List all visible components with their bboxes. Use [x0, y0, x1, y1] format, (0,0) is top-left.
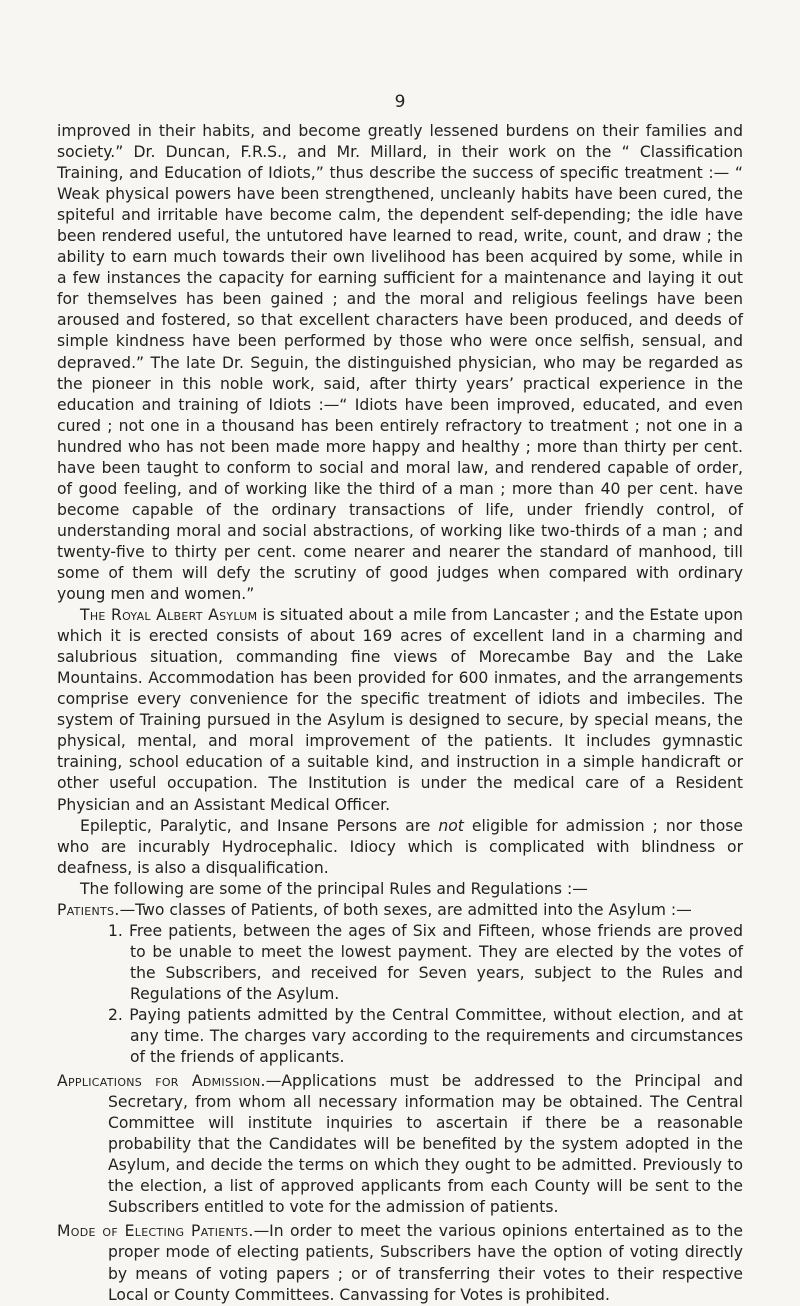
section-patients: Patients.—Two classes of Patients, of both sexes, are admitted into the Asylum :—: [57, 900, 692, 919]
patients-list: [57, 921, 743, 1068]
paragraph-rules-intro: The following are some of the principal Rules and Regulations :—: [80, 879, 588, 898]
section-applications: Applications for Admission.—Applications must be addressed to the Principal and Secretary, from whom all necessary information may be obtained. The Central Committee will institute inquiries to ascertain if there be a reasonable probability that the Candidates will be benefited by the system adopted in the Asylum, and decide the terms on which they ought to be admitted. Previously to the election, a list of approved applicants from each County will be sent to the Subscribers entitled to vote for the admission of patients.: [57, 1072, 743, 1217]
paragraph-eligibility: Epileptic, Paralytic, and Insane Persons are not eligible for admission ; nor those who are incurably Hydrocephalic. Idiocy which is complicated with blindness or deafness, is also a disqualification.: [57, 816, 744, 877]
asylum-name: The Royal Albert Asylum: [80, 606, 258, 625]
section-heading-applications: Applications for Admission.: [57, 1072, 266, 1091]
emphasis-not: not: [438, 816, 464, 835]
section-mode-of-electing: Mode of Electing Patients.—In order to meet the various opinions entertained as to the proper mode of electing patients, Subscribers have the option of voting directly by means of voting papers ; or of transferring their votes to their respective Local or County Committees. Canvassing for Votes is prohibited.: [57, 1222, 743, 1304]
section-heading-mode: Mode of Electing Patients.: [57, 1222, 254, 1241]
list-item: 2. Paying patients admitted by the Central Committee, without election, and at any time. The charges vary according to the requirements and circumstances of the friends of applicants.: [108, 1005, 743, 1067]
paragraph-royal-albert-asylum: The Royal Albert Asylum is situated about a mile from Lancaster ; and the Estate upon which it is erected consists of about 169 acres of excellent land in a charming and salubrious situation, commanding fine views of Morecambe Bay and the Lake Mountains. Accommodation has been provided for 600 inmates, and the arrangements comprise every convenience for the specific treatment of idiots and imbeciles. The system of Training pursued in the Asylum is designed to secure, by special means, the physical, mental, and moral improvement of the patients. It includes gymnastic training, school education of a suitable kind, and instruction in a simple handicraft or other useful occupation. The Institution is under the medical care of a Resident Physician and an Assistant Medical Officer.: [57, 606, 743, 814]
list-item: 1. Free patients, between the ages of Six and Fifteen, whose friends are proved to be unable to meet the lowest payment. They are elected by the votes of the Subscribers, and received for Seven years, subject to the Rules and Regulations of the Asylum.: [108, 921, 743, 1003]
body-text: [57, 121, 743, 1306]
page-number: 9: [394, 92, 406, 112]
section-heading-patients: Patients.: [57, 900, 120, 919]
paragraph-success-of-treatment: improved in their habits, and become greatly lessened burdens on their families and society.” Dr. Duncan, F.R.S., and Mr. Millard, in their work on the “ Classification Training, and Education of Idiots,” thus describe the success of specific treatment :— “ Weak physical powers have been strengthened, uncleanly habits have been cured, the spiteful and irritable have become calm, the dependent self-depending; the idle have been rendered useful, the untutored have learned to read, write, count, and draw ; the ability to earn much towards their own livelihood has been acquired by some, while in a few instances the capacity for earning sufficient for a maintenance and laying it out for themselves has been gained ; and the moral and religious feelings have been aroused and fostered, so that excellent characters have been produced, and deeds of simple kindness have been performed by those who were once selfish, sensual, and depraved.” The late Dr. Seguin, the distinguished physician, who may be regarded as the pioneer in this noble work, said, after thirty years’ practical experience in the education and training of Idiots :—“ Idiots have been improved, educated, and even cured ; not one in a thousand has been entirely refractory to treatment ; not one in a hundred who has not been made more happy and healthy ; more than thirty per cent. have been taught to conform to social and moral law, and rendered capable of order, of good feeling, and of working like the third of a man ; more than 40 per cent. have become capable of the ordinary transactions of life, under friendly control, of understanding moral and social abstractions, of working like two-thirds of a man ; and twenty-five to thirty per cent. come nearer and nearer the standard of manhood, till some of them will defy the scrutiny of good judges when compared with ordinary young men and women.”: [57, 122, 743, 604]
